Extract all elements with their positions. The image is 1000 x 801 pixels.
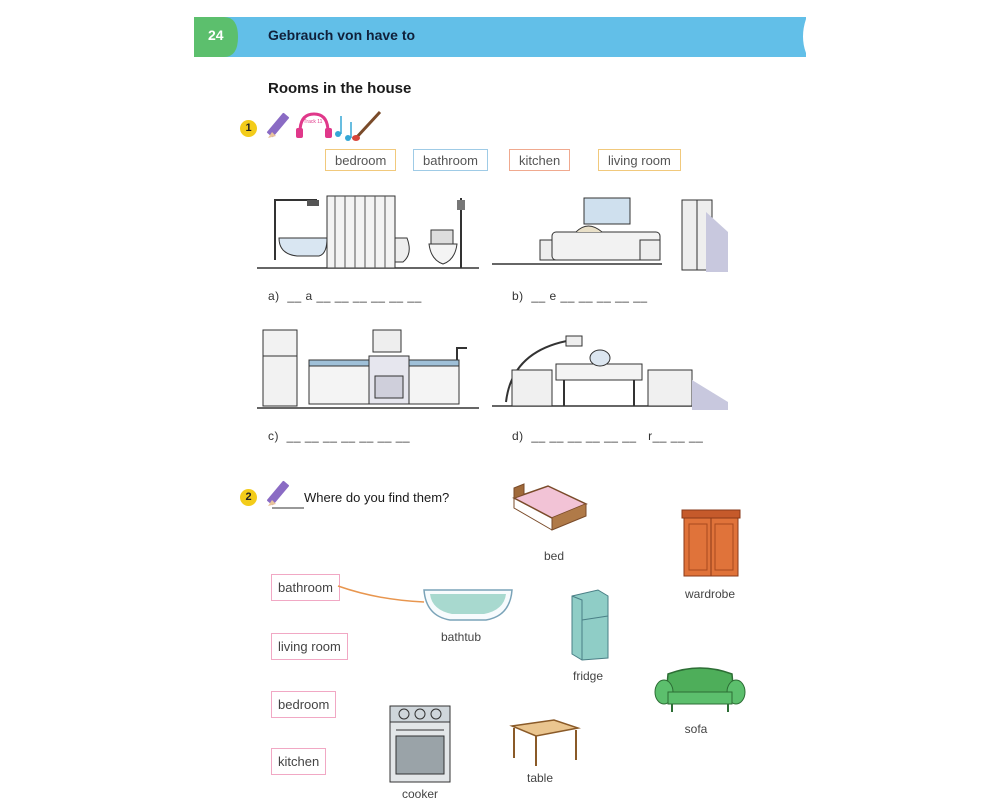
item-label-table: table — [526, 771, 554, 785]
word-bank-bathroom: bathroom — [413, 149, 488, 171]
page-number: 24 — [208, 27, 224, 43]
wardrobe-icon — [678, 508, 744, 580]
exercise-2-question: Where do you find them? — [304, 490, 450, 505]
room-box-bathroom: bathroom — [271, 574, 340, 601]
word-bank-living-room: living room — [598, 149, 681, 171]
exercise-1-icons — [268, 108, 388, 142]
cooker-icon — [388, 704, 452, 784]
connector-line — [338, 582, 428, 608]
sofa-icon — [654, 662, 746, 716]
exercise-1-number: 1 — [240, 120, 257, 137]
item-label-fridge: fridge — [572, 669, 604, 683]
room-box-living-room: living room — [271, 633, 348, 660]
pencil-icon — [267, 112, 290, 138]
exercise-2-number: 2 — [240, 489, 257, 506]
answer-a: a) __ a __ __ __ __ __ __ — [268, 289, 422, 303]
section-title: Rooms in the house — [268, 80, 412, 97]
chapter-title: Gebrauch von have to — [268, 27, 416, 43]
item-label-bathtub: bathtub — [440, 630, 482, 644]
music-notes-icon — [335, 116, 351, 141]
living-room-illustration — [492, 330, 728, 414]
item-label-cooker: cooker — [401, 787, 439, 801]
headphones-icon — [296, 114, 332, 138]
bedroom-illustration — [492, 192, 728, 274]
item-label-wardrobe: wardrobe — [684, 587, 736, 601]
answer-b: b) __ e __ __ __ __ __ — [512, 289, 648, 303]
fridge-icon — [568, 588, 614, 662]
answer-d: d) __ __ __ __ __ __ r__ __ __ — [512, 429, 704, 443]
item-label-bed: bed — [543, 549, 565, 563]
word-bank-kitchen: kitchen — [509, 149, 570, 171]
table-icon — [508, 718, 580, 768]
room-box-bedroom: bedroom — [271, 691, 336, 718]
answer-c: c) __ __ __ __ __ __ __ — [268, 429, 411, 443]
pencil-icon — [268, 476, 304, 510]
bathtub-icon — [420, 582, 516, 626]
paintbrush-icon — [352, 112, 380, 141]
track-label: Track 11 — [303, 119, 323, 125]
word-bank-bedroom: bedroom — [325, 149, 396, 171]
room-box-kitchen: kitchen — [271, 748, 326, 775]
item-label-sofa: sofa — [684, 722, 708, 736]
kitchen-illustration — [257, 326, 479, 414]
bed-icon — [508, 480, 590, 536]
bathroom-illustration — [257, 188, 479, 274]
